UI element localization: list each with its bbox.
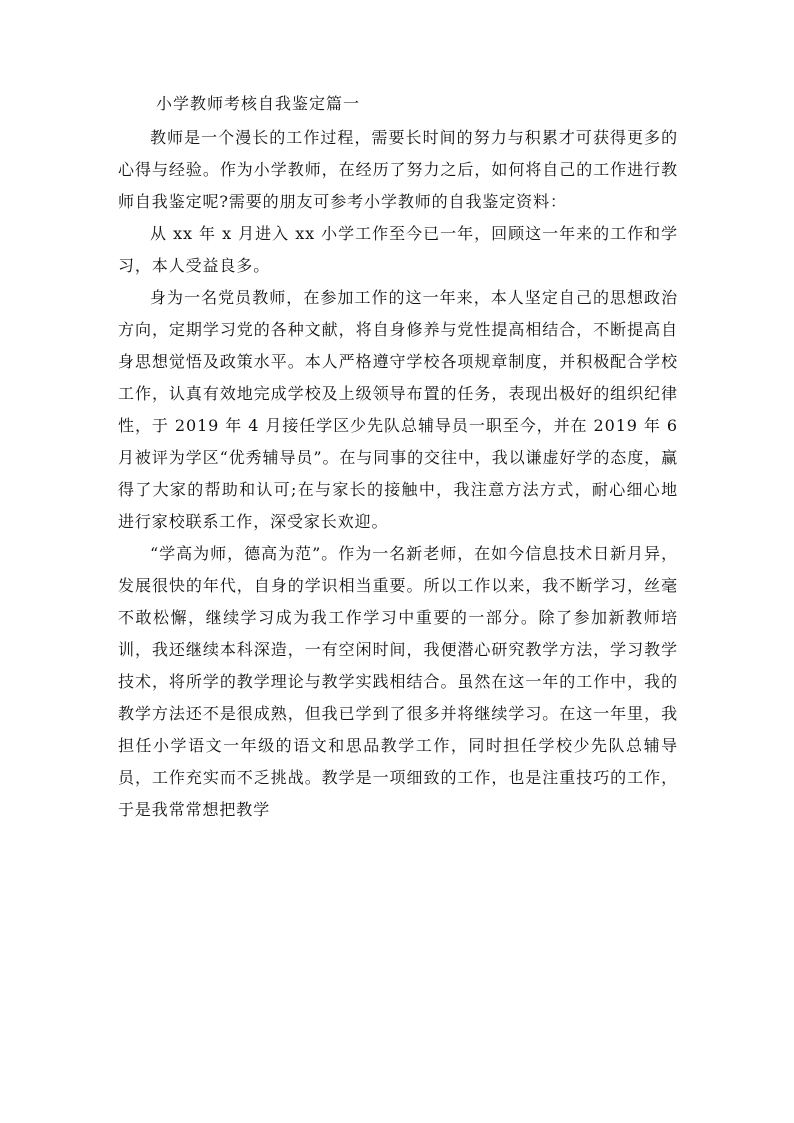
document-title: 小学教师考核自我鉴定篇一 bbox=[156, 94, 361, 113]
paragraph-learning: “学高为师，德高为范”。作为一名新老师，在如今信息技术日新月异，发展很快的年代，自身的学识相当重要。所以工作以来，我不断学习，丝毫不敢松懈，继续学习成为我工作学习中重要的一部分。除了参加新教师培训，我还继续本科深造，一有空闲时间，我便潜心研究教学方法，学习教学技术，将所学的教学理论与教学实践相结合。虽然在这一年的工作中，我的教学方法还不是很成熟，但我已学到了很多并将继续学习。在这一年里，我担任小学语文一年级的语文和思品教学工作，同时担任学校少先队总辅导员，工作充实而不乏挑战。教学是一项细致的工作，也是注重技巧的工作，于是我常常想把教学 bbox=[118, 544, 678, 819]
document-page bbox=[118, 88, 678, 826]
paragraph-intro: 教师是一个漫长的工作过程，需要长时间的努力与积累才可获得更多的心得与经验。作为小学教师，在经历了努力之后，如何将自己的工作进行教师自我鉴定呢?需要的朋友可参考小学教师的自我鉴定资料： bbox=[118, 128, 678, 211]
paragraph-political: 身为一名党员教师，在参加工作的这一年来，本人坚定自己的思想政治方向，定期学习党的各种文献，将自身修养与党性提高相结合，不断提高自身思想觉悟及政策水平。本人严格遵守学校各项规章制度，并积极配合学校工作，认真有效地完成学校及上级领导布置的任务，表现出极好的组织纪律性，于 2019 年 4 月接任学区少先队总辅导员一职至今，并在 2019 年 6 月被评为学区“优秀辅导员”。在与同事的交往中，我以谦虚好学的态度，赢得了大家的帮助和认可;在与家长的接触中，我注意方法方式，耐心细心地进行家校联系工作，深受家长欢迎。 bbox=[118, 288, 678, 531]
paragraph-review: 从 xx 年 x 月进入 xx 小学工作至今已一年，回顾这一年来的工作和学习，本人受益良多。 bbox=[118, 224, 678, 275]
